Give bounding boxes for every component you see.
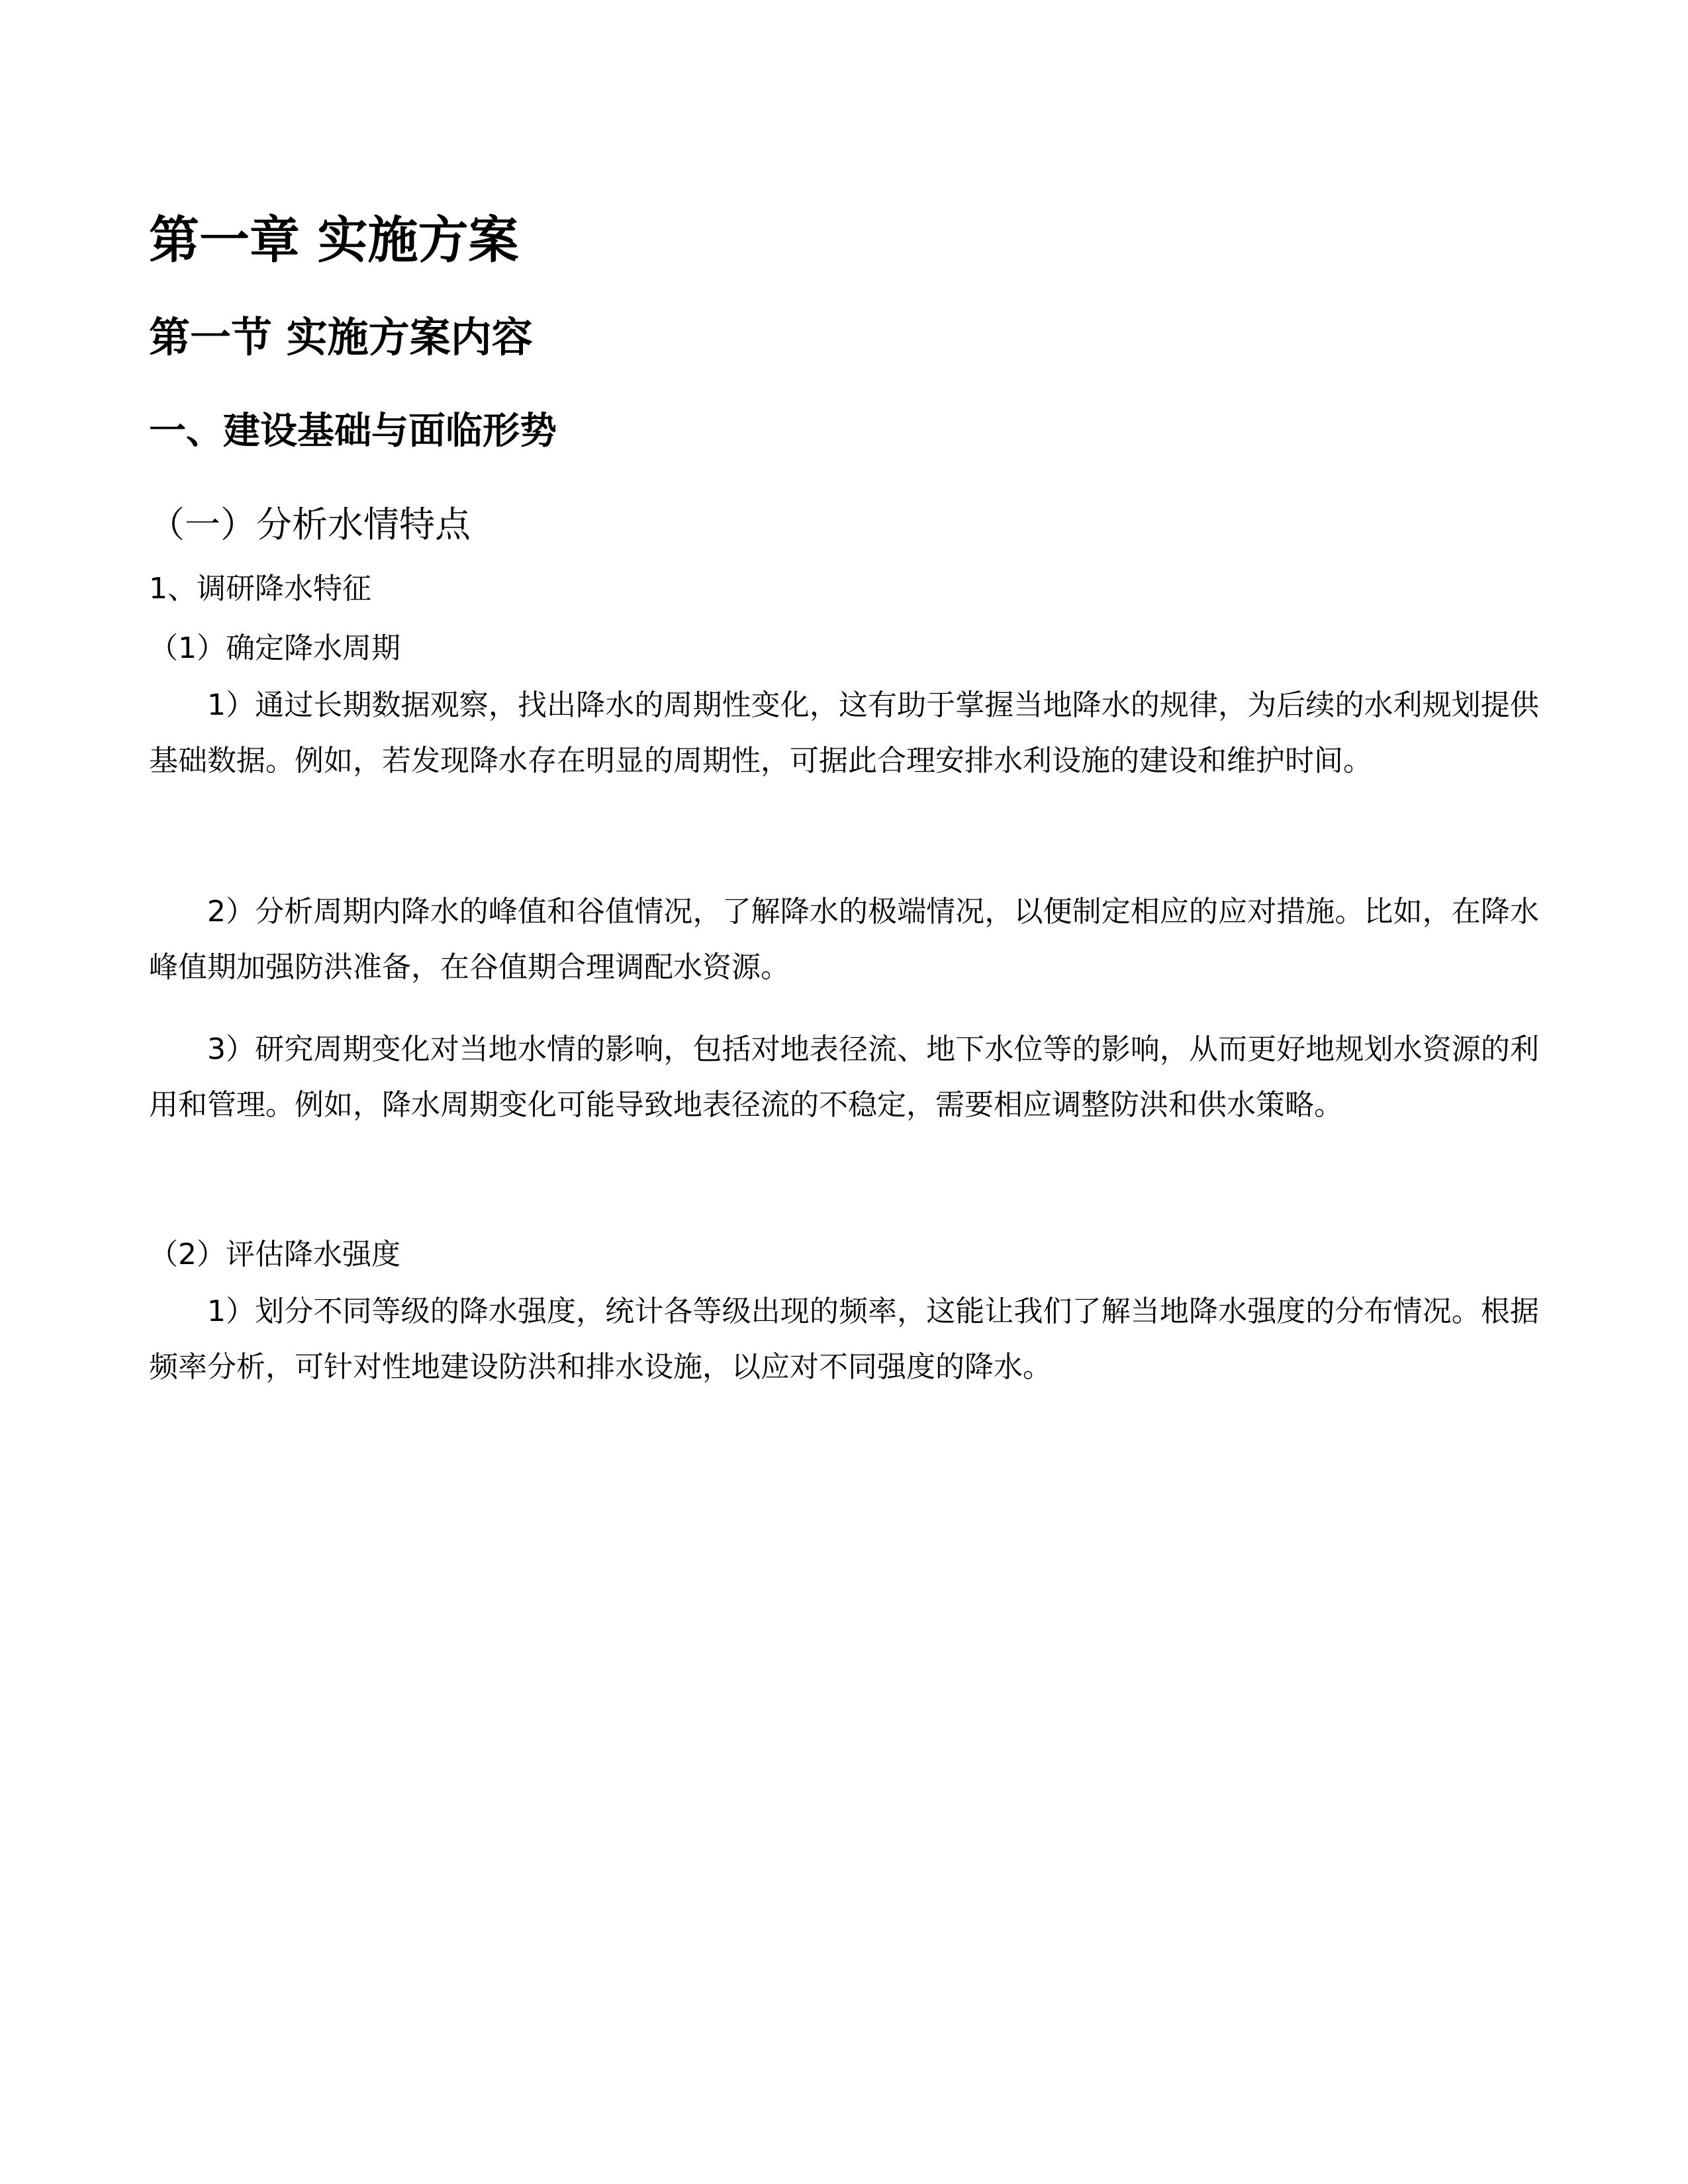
paragraph-1-2: 2）分析周期内降水的峰值和谷值情况，了解降水的极端情况，以便制定相应的应对措施。比如，在降水峰值期加强防洪准备，在谷值期合理调配水资源。 — [149, 895, 1539, 984]
paragraph-1-3: 3）研究周期变化对当地水情的影响，包括对地表径流、地下水位等的影响，从而更好地规划水资源的利用和管理。例如，降水周期变化可能导致地表径流的不稳定，需要相应调整防洪和供水策略。 — [149, 1032, 1539, 1122]
part-title: 一、建设基础与面临形势 — [149, 410, 557, 453]
item-title: 1、调研降水特征 — [149, 572, 371, 606]
document-page — [149, 0, 1539, 2184]
section-title: 第一节 实施方案内容 — [149, 313, 533, 361]
paragraph-1-1: 1）通过长期数据观察，找出降水的周期性变化，这有助于掌握当地降水的规律，为后续的水利规划提供基础数据。例如，若发现降水存在明显的周期性，可据此合理安排水利设施的建设和维护时间。 — [149, 688, 1539, 778]
subsection-title: （一）分析水情特点 — [149, 504, 471, 545]
paragraph-2-1: 1）划分不同等级的降水强度，统计各等级出现的频率，这能让我们了解当地降水强度的分布情况。根据频率分析，可针对性地建设防洪和排水设施，以应对不同强度的降水。 — [149, 1295, 1539, 1384]
subitem-title-2: （2）评估降水强度 — [149, 1238, 400, 1271]
chapter-title: 第一章 实施方案 — [149, 210, 519, 269]
subitem-title-1: （1）确定降水周期 — [149, 631, 400, 665]
